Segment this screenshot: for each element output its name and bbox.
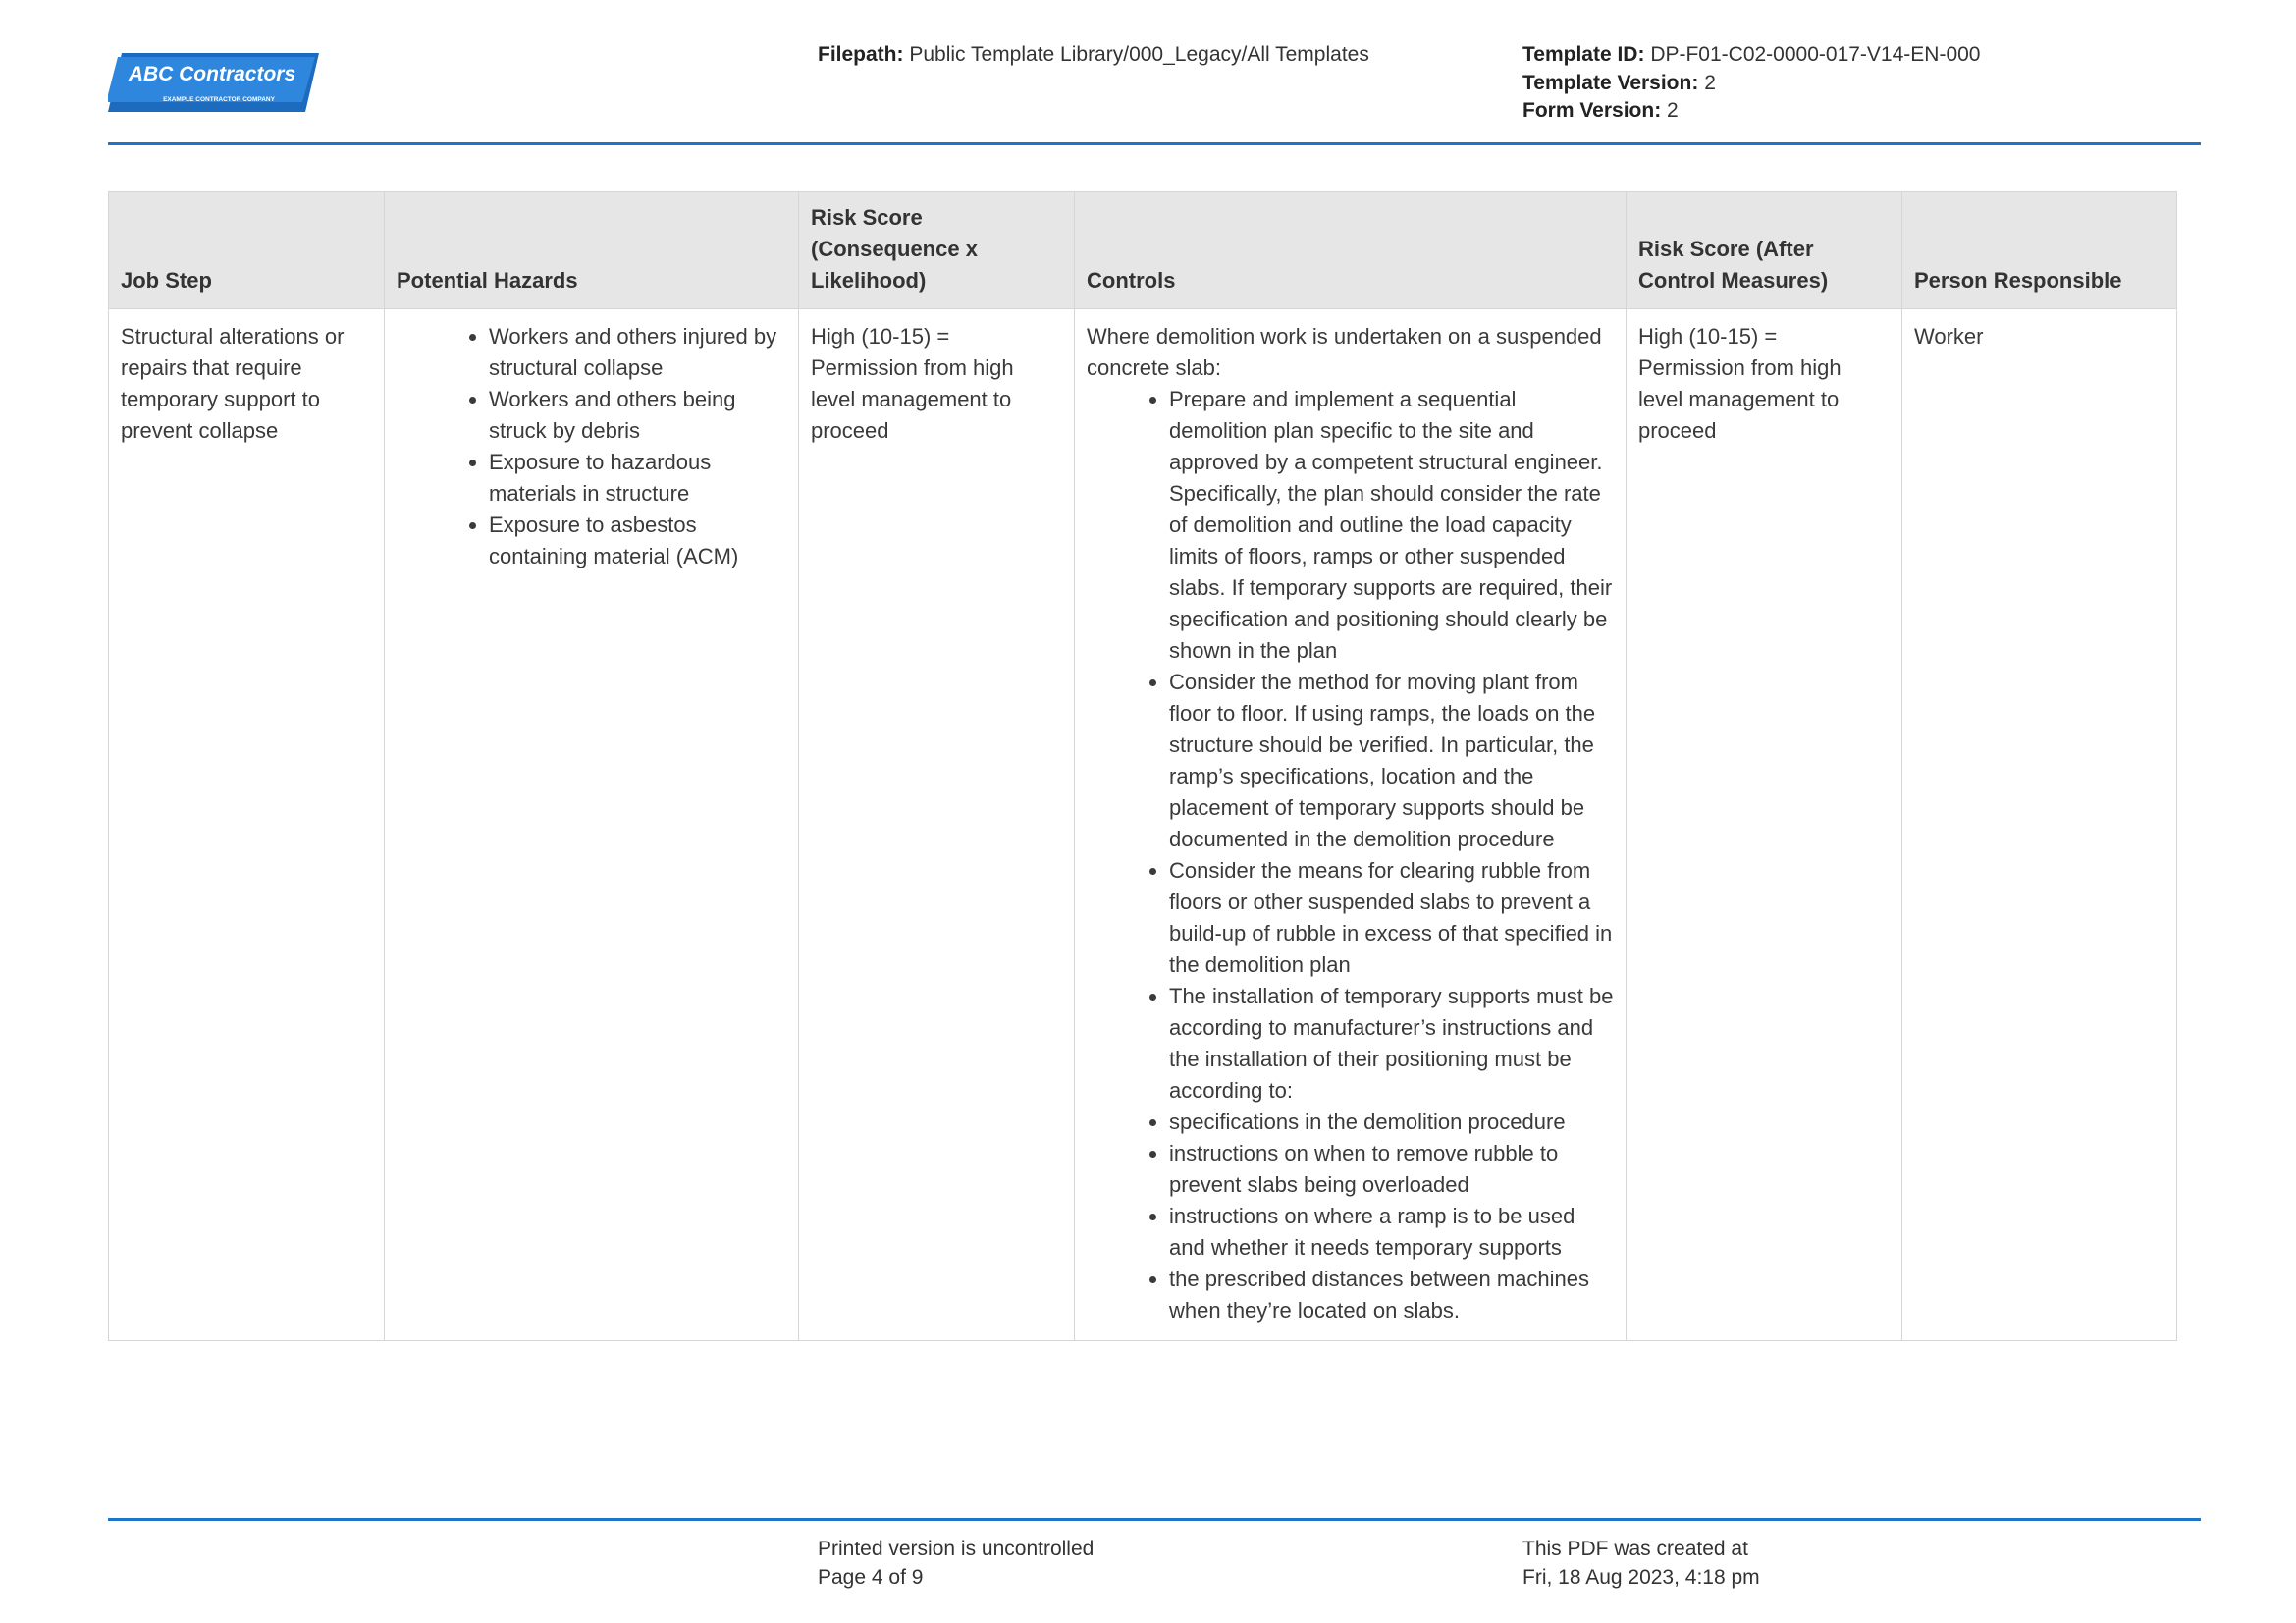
logo-name: ABC Contractors (128, 63, 296, 85)
hazard-item: • Exposure to asbestos containing material (ACM) (489, 510, 786, 572)
hazards-list (397, 321, 786, 572)
header-controls: Controls (1075, 192, 1627, 309)
template-version-value: 2 (1704, 71, 1716, 94)
risk-assessment-table (108, 191, 2177, 1341)
template-id-label: Template ID: (1522, 43, 1645, 66)
filepath-value: Public Template Library/000_Legacy/All Templates (909, 43, 1369, 66)
form-version-line (1522, 97, 1980, 126)
filepath (818, 41, 1369, 69)
cell-job-step: Structural alterations or repairs that require temporary support to prevent collapse (109, 309, 385, 1341)
template-version-line (1522, 70, 1980, 98)
footer-print-info (818, 1536, 1094, 1592)
hazard-item: • Workers and others being struck by debris (489, 384, 786, 447)
footer-divider (108, 1518, 2201, 1521)
logo-badge-icon (108, 53, 319, 114)
company-logo (108, 53, 319, 114)
logo-tagline: EXAMPLE CONTRACTOR COMPANY (163, 96, 275, 103)
control-item: • Prepare and implement a sequential demolition plan specific to the site and approved by a competent structural engineer. Specifically, the plan should consider the rate of demolition and outline the load capacity limits of floors, ramps or other suspended slabs. If temporary supports are required, their specification and positioning should clearly be shown in the plan (1169, 384, 1614, 667)
control-item: • instructions on where a ramp is to be used and whether it needs temporary supports (1169, 1201, 1614, 1264)
cell-potential-hazards (385, 309, 799, 1341)
cell-risk-score: High (10-15) = Permission from high level management to proceed (799, 309, 1075, 1341)
footer-created-info (1522, 1536, 1760, 1592)
uncontrolled-notice: Printed version is uncontrolled (818, 1538, 1095, 1560)
control-item: • the prescribed distances between machines when they’re located on slabs. (1169, 1264, 1614, 1326)
created-timestamp: Fri, 18 Aug 2023, 4:18 pm (1522, 1565, 1760, 1589)
cell-risk-score-after: High (10-15) = Permission from high level management to proceed (1627, 309, 1902, 1341)
table-row (109, 309, 2177, 1341)
form-version-value: 2 (1667, 99, 1679, 122)
created-label: This PDF was created at (1522, 1538, 1748, 1560)
header-risk-score-after: Risk Score (After Control Measures) (1627, 192, 1902, 309)
hazard-item: • Exposure to hazardous materials in structure (489, 447, 786, 510)
controls-intro: Where demolition work is undertaken on a suspended concrete slab: (1087, 324, 1602, 380)
control-item: • instructions on when to remove rubble to prevent slabs being overloaded (1169, 1138, 1614, 1201)
form-version-label: Form Version: (1522, 99, 1662, 122)
template-id-line (1522, 41, 1980, 70)
header-risk-score: Risk Score (Consequence x Likelihood) (799, 192, 1075, 309)
table-header-row (109, 192, 2177, 309)
hazard-item: • Workers and others injured by structural collapse (489, 321, 786, 384)
page-number: Page 4 of 9 (818, 1565, 924, 1589)
cell-person-responsible: Worker (1902, 309, 2177, 1341)
controls-list (1087, 384, 1614, 1326)
cell-controls (1075, 309, 1627, 1341)
filepath-label: Filepath: (818, 43, 904, 66)
header-job-step: Job Step (109, 192, 385, 309)
header-potential-hazards: Potential Hazards (385, 192, 799, 309)
header-person-responsible: Person Responsible (1902, 192, 2177, 309)
template-id-value: DP-F01-C02-0000-017-V14-EN-000 (1650, 43, 1981, 66)
header-divider (108, 142, 2201, 145)
template-meta (1522, 41, 1980, 126)
control-item: • specifications in the demolition procedure (1169, 1107, 1614, 1138)
control-item: • Consider the method for moving plant from floor to floor. If using ramps, the loads on the structure should be verified. In particular, the ramp’s specifications, location and the placement of temporary supports should be documented in the demolition procedure (1169, 667, 1614, 855)
control-item: • Consider the means for clearing rubble from floors or other suspended slabs to prevent a build-up of rubble in excess of that specified in the demolition plan (1169, 855, 1614, 981)
control-item: • The installation of temporary supports must be according to manufacturer’s instructions and the installation of their positioning must be according to: (1169, 981, 1614, 1107)
template-version-label: Template Version: (1522, 71, 1699, 94)
